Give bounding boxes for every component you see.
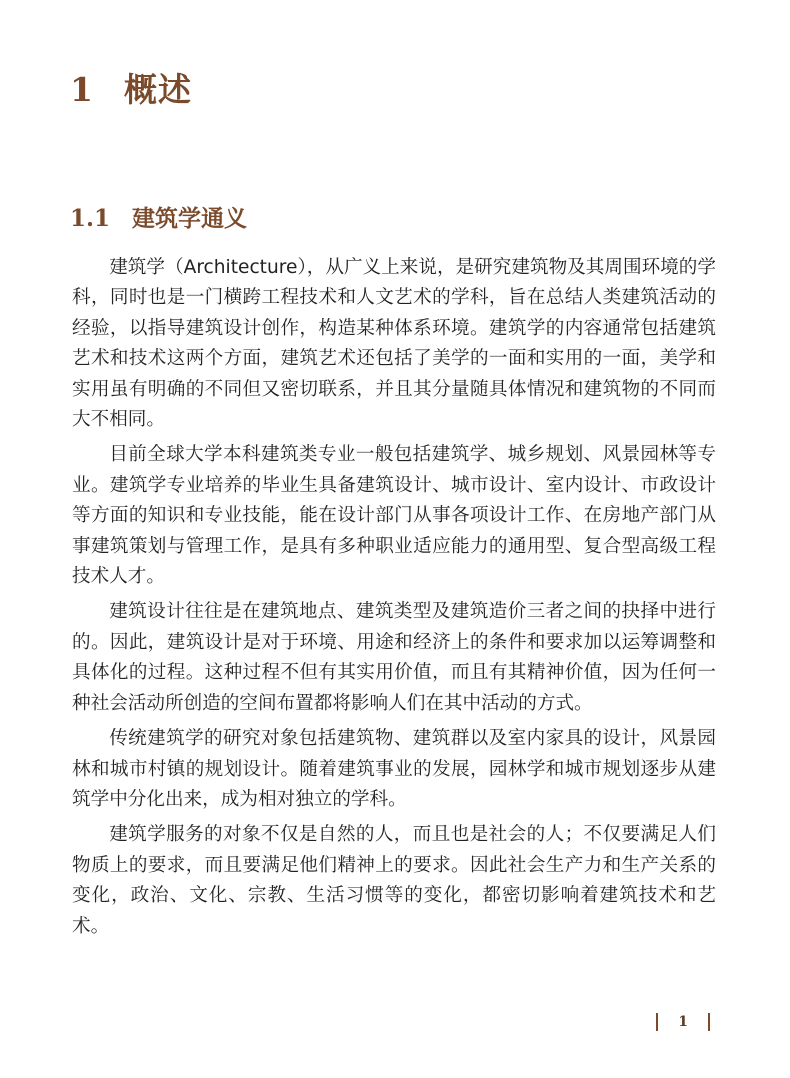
chapter-number: 1 <box>70 70 94 109</box>
chapter-title-text: 概述 <box>123 70 192 109</box>
paragraph: 建筑学服务的对象不仅是自然的人，而且也是社会的人；不仅要满足人们物质上的要求，而且要满足他们精神上的要求。因此社会生产力和生产关系的变化，政治、文化、宗教、生活习惯等的变化，都密切影响着建筑技术和艺术。 <box>72 824 716 937</box>
paragraph: 目前全球大学本科建筑类专业一般包括建筑学、城乡规划、风景园林等专业。建筑学专业培养的毕业生具备建筑设计、城市设计、室内设计、市政设计等方面的知识和专业技能，能在设计部门从事各项设计工作、在房地产部门从事建筑策划与管理工作，是具有多种职业适应能力的通用型、复合型高级工程技术人才。 <box>72 444 716 588</box>
folio-right-rule <box>708 1013 710 1031</box>
body-text <box>72 253 716 947</box>
chapter-title <box>70 64 192 111</box>
section-title-text: 建筑学通义 <box>132 205 248 232</box>
folio-left-rule <box>656 1013 658 1031</box>
page-number: 1 <box>678 1014 688 1030</box>
section-heading <box>70 200 247 233</box>
section-number: 1.1 <box>70 205 111 232</box>
paragraph: 建筑学（Architecture），从广义上来说，是研究建筑物及其周围环境的学科，同时也是一门横跨工程技术和人文艺术的学科，旨在总结人类建筑活动的经验，以指导建筑设计创作，构造某种体系环境。建筑学的内容通常包括建筑艺术和技术这两个方面，建筑艺术还包括了美学的一面和实用的一面，美学和实用虽有明确的不同但又密切联系，并且其分量随具体情况和建筑物的不同而大不相同。 <box>72 257 716 431</box>
page-number-folio <box>656 1011 710 1033</box>
paragraph: 建筑设计往往是在建筑地点、建筑类型及建筑造价三者之间的抉择中进行的。因此，建筑设计是对于环境、用途和经济上的条件和要求加以运筹调整和具体化的过程。这种过程不但有其实用价值，而且有其精神价值，因为任何一种社会活动所创造的空间布置都将影响人们在其中活动的方式。 <box>72 601 716 714</box>
paragraph: 传统建筑学的研究对象包括建筑物、建筑群以及室内家具的设计，风景园林和城市村镇的规划设计。随着建筑事业的发展，园林学和城市规划逐步从建筑学中分化出来，成为相对独立的学科。 <box>72 728 716 810</box>
